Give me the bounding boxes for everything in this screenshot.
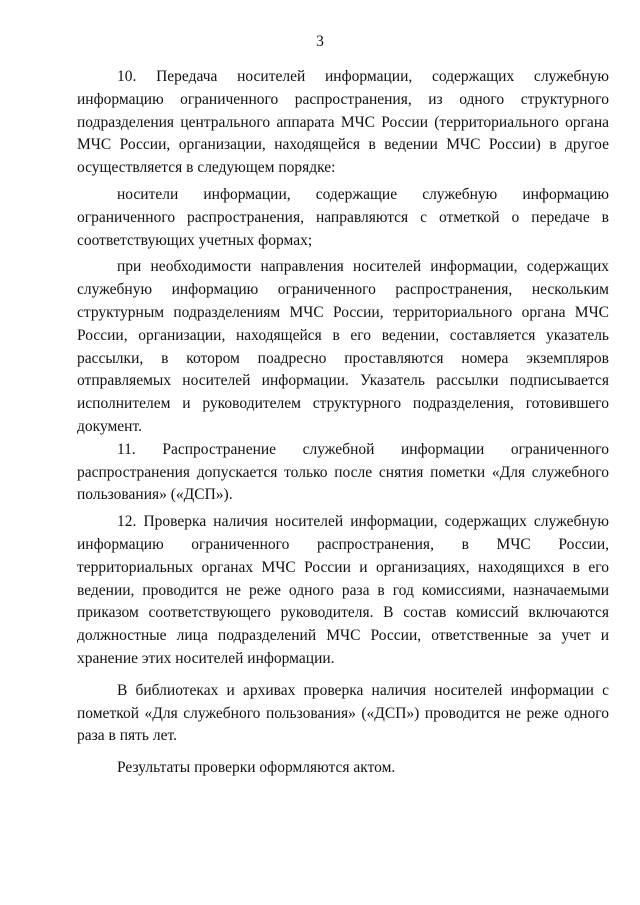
paragraph-10-item-2: при необходимости направления носителей информации, содержащих служебную информацию ограниченного распространения, нескольким структурным подразделениям МЧС России, территориального органа МЧС России, организации, находящейся в его ведении, составляется указатель рассылки, в котором поадресно проставляются номера экземпляров отправляемых носителей информации. Указатель рассылки подписывается исполнителем и руководителем структурного подразделения, готовившего документ.	[77, 258, 609, 435]
paragraph-11: 11. Распространение служебной информации ограниченного распространения допускается только после снятия пометки «Для служебного пользования» («ДСП»).	[77, 440, 609, 504]
paragraph-10: 10. Передача носителей информации, содержащих служебную информацию ограниченного распространения, из одного структурного подразделения центрального аппарата МЧС России (территориального органа МЧС России, организации, находящейся в ведении МЧС России) в другое осуществляется в следующем порядке:	[77, 68, 609, 177]
paragraph-10-item-1: носители информации, содержащие служебную информацию ограниченного распространения, направляются с отметкой о передаче в соответствующих учетных формах;	[77, 185, 609, 249]
paragraph-12-results: Результаты проверки оформляются актом.	[117, 759, 396, 777]
page-number: 3	[316, 33, 324, 50]
paragraph-12-libraries: В библиотеках и архивах проверка наличия носителей информации с пометкой «Для служебного пользования» («ДСП») проводится не реже одного раза в пять лет.	[77, 681, 609, 745]
paragraph-12: 12. Проверка наличия носителей информации, содержащих служебную информацию ограниченного распространения, в МЧС России, территориальных органах МЧС России и организациях, находящихся в его ведении, проводится не реже одного раза в год комиссиями, назначаемыми приказом соответствующего руководителя. В состав комиссий включаются должностные лица подразделений МЧС России, ответственные за учет и хранение этих носителей информации.	[77, 513, 609, 667]
document-body	[77, 66, 609, 780]
